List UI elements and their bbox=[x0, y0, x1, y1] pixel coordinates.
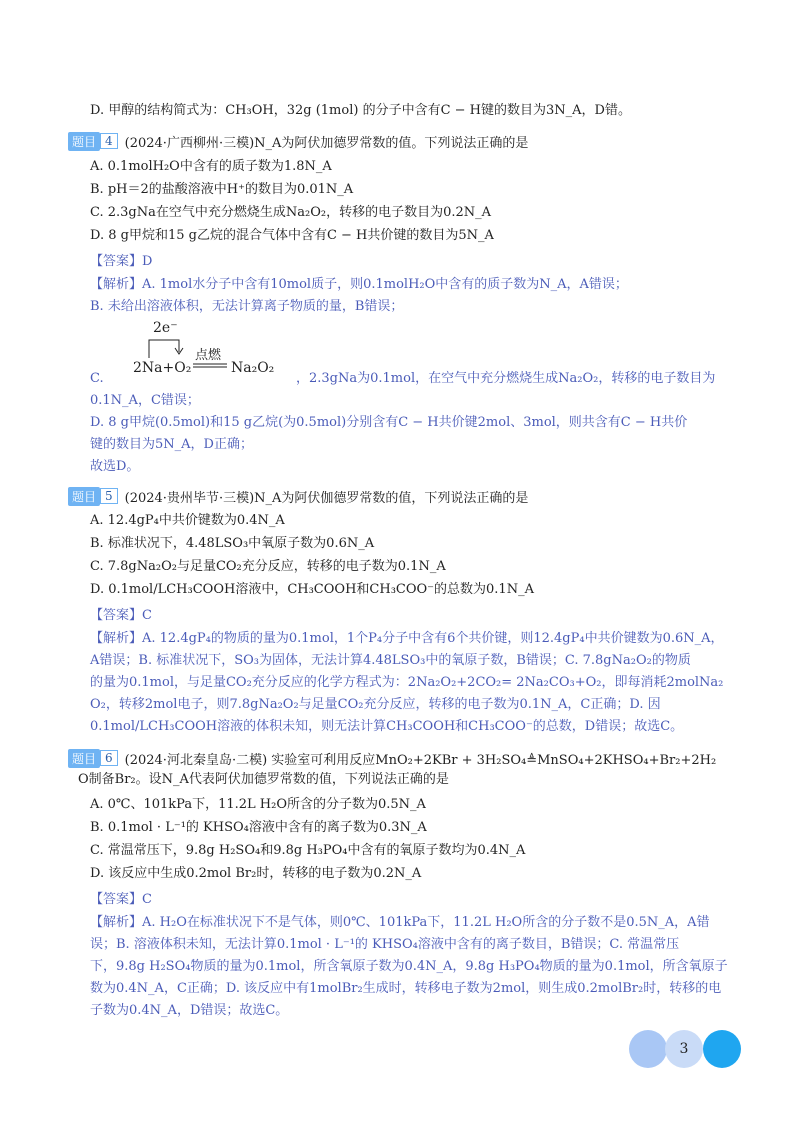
analysis-line: D. 8 g甲烷(0.5mol)和15 g乙烷(为0.5mol)分别含有C − H共价键2mol、3mol，则共含有C − H共价 bbox=[90, 415, 688, 430]
question-5-header bbox=[68, 486, 528, 506]
analysis-line: B. 未给出溶液体积，无法计算离子物质的量，B错误； bbox=[90, 299, 404, 314]
option-b: B. pH＝2的盐酸溶液中H⁺的数目为0.01N_A bbox=[90, 182, 354, 197]
option-d: D. 该反应中生成0.2mol Br₂时，转移的电子数为0.2N_A bbox=[90, 866, 422, 881]
reaction-condition: 点燃 bbox=[195, 348, 222, 363]
analysis-line: 误；B. 溶液体积未知，无法计算0.1mol · L⁻¹的 KHSO₄溶液中含有的离子数目，B错误；C. 常温常压 bbox=[90, 937, 680, 952]
option-a: A. 0℃、101kPa下，11.2L H₂O所含的分子数为0.5N_A bbox=[90, 797, 426, 812]
product: Na₂O₂ bbox=[231, 360, 275, 376]
analysis-line: 键的数目为5N_A，D正确； bbox=[90, 437, 253, 452]
decor-circle bbox=[703, 1030, 741, 1068]
analysis-line: 【解析】A. 1mol水分子中含有10mol质子，则0.1molH₂O中含有的质子数为N_A，A错误； bbox=[90, 277, 628, 292]
answer: 【答案】C bbox=[90, 608, 152, 623]
question-stem: (2024·河北秦皇岛·二模) 实验室可利用反应MnO₂+2KBr + 3H₂SO₄≜MnSO₄+2KHSO₄+Br₂+2H₂ bbox=[124, 752, 717, 768]
option-a: A. 0.1molH₂O中含有的质子数为1.8N_A bbox=[90, 159, 332, 174]
answer: 【答案】C bbox=[90, 892, 152, 907]
analysis-line: A错误；B. 标准状况下，SO₃为固体，无法计算4.48LSO₃中的氧原子数，B错误；C. 7.8gNa₂O₂的物质 bbox=[90, 653, 691, 668]
analysis-line: O₂，转移2mol电子，则7.8gNa₂O₂与足量CO₂充分反应，转移的电子数为0.1N_A，C正确；D. 因 bbox=[90, 697, 661, 712]
analysis-line: ，2.3gNa为0.1mol，在空气中充分燃烧生成Na₂O₂，转移的电子数目为 bbox=[296, 371, 716, 386]
question-tag: 题目 bbox=[68, 749, 100, 768]
analysis-line: 0.1mol/LCH₃COOH溶液的体积未知，则无法计算CH₃COOH和CH₃COO⁻的总数，D错误；故选C。 bbox=[90, 719, 684, 734]
analysis-line: 【解析】A. H₂O在标准状况下不是气体，则0℃、101kPa下，11.2L H₂O所含的分子数不是0.5N_A，A错 bbox=[90, 915, 710, 930]
electron-label: 2e⁻ bbox=[153, 320, 178, 336]
analysis-line: 0.1N_A，C错误； bbox=[90, 393, 200, 408]
analysis-line: 数为0.4N_A，C正确；D. 该反应中有1molBr₂生成时，转移电子数为2mol，则生成0.2molBr₂时，转移的电 bbox=[90, 981, 722, 996]
question-stem: (2024·贵州毕节·三模)N_A为阿伏伽德罗常数的值，下列说法正确的是 bbox=[124, 490, 529, 506]
option-a: A. 12.4gP₄中共价键数为0.4N_A bbox=[90, 513, 285, 528]
answer: 【答案】D bbox=[90, 254, 153, 269]
option-b: B. 0.1mol · L⁻¹的 KHSO₄溶液中含有的离子数为0.3N_A bbox=[90, 820, 427, 835]
option-d: D. 0.1mol/LCH₃COOH溶液中，CH₃COOH和CH₃COO⁻的总数为0.1N_A bbox=[90, 582, 534, 597]
option-c: C. 常温常压下，9.8g H₂SO₄和9.8g H₃PO₄中含有的氧原子数均为0.4N_A bbox=[90, 843, 526, 858]
prev-answer-line: D. 甲醇的结构简式为：CH₃OH，32g (1mol) 的分子中含有C − H键的数目为3N_A，D错。 bbox=[90, 103, 631, 118]
analysis-line: 故选D。 bbox=[90, 459, 140, 474]
page-number-circle bbox=[665, 1030, 703, 1068]
question-number: 6 bbox=[100, 750, 118, 766]
question-stem: (2024·广西柳州·三模)N_A为阿伏加德罗常数的值。下列说法正确的是 bbox=[124, 135, 529, 151]
analysis-line: C. bbox=[90, 371, 104, 386]
option-b: B. 标准状况下，4.48LSO₃中氧原子数为0.6N_A bbox=[90, 536, 375, 551]
question-6-header bbox=[68, 748, 716, 768]
analysis-line: 下，9.8g H₂SO₄物质的量为0.1mol，所含氧原子数为0.4N_A，9.8g H₃PO₄物质的量为0.1mol，所含氧原子 bbox=[90, 959, 728, 974]
question-number: 4 bbox=[100, 133, 118, 149]
option-c: C. 2.3gNa在空气中充分燃烧生成Na₂O₂，转移的电子数目为0.2N_A bbox=[90, 205, 492, 220]
option-c: C. 7.8gNa₂O₂与足量CO₂充分反应，转移的电子数为0.1N_A bbox=[90, 559, 446, 574]
analysis-line: 子数为0.4N_A，D错误；故选C。 bbox=[90, 1003, 289, 1018]
page-number: 3 bbox=[679, 1041, 689, 1057]
question-4-header bbox=[68, 131, 528, 151]
reactants: 2Na+O₂ bbox=[133, 360, 192, 376]
question-tag: 题目 bbox=[68, 132, 100, 151]
analysis-line: 【解析】A. 12.4gP₄的物质的量为0.1mol，1个P₄分子中含有6个共价键，则12.4gP₄中共价键数为0.6N_A， bbox=[90, 631, 724, 646]
question-number: 5 bbox=[100, 488, 118, 504]
page-number-badge bbox=[629, 1030, 749, 1068]
analysis-line: 的量为0.1mol，与足量CO₂充分反应的化学方程式为：2Na₂O₂+2CO₂= 2Na₂CO₃+O₂，即每消耗2molNa₂ bbox=[90, 675, 724, 690]
electron-transfer-diagram bbox=[133, 318, 283, 378]
question-stem-continued: O制备Br₂。设N_A代表阿伏加德罗常数的值，下列说法正确的是 bbox=[78, 772, 449, 787]
option-d: D. 8 g甲烷和15 g乙烷的混合气体中含有C − H共价键的数目为5N_A bbox=[90, 228, 494, 243]
decor-circle bbox=[629, 1030, 667, 1068]
question-tag: 题目 bbox=[68, 487, 100, 506]
